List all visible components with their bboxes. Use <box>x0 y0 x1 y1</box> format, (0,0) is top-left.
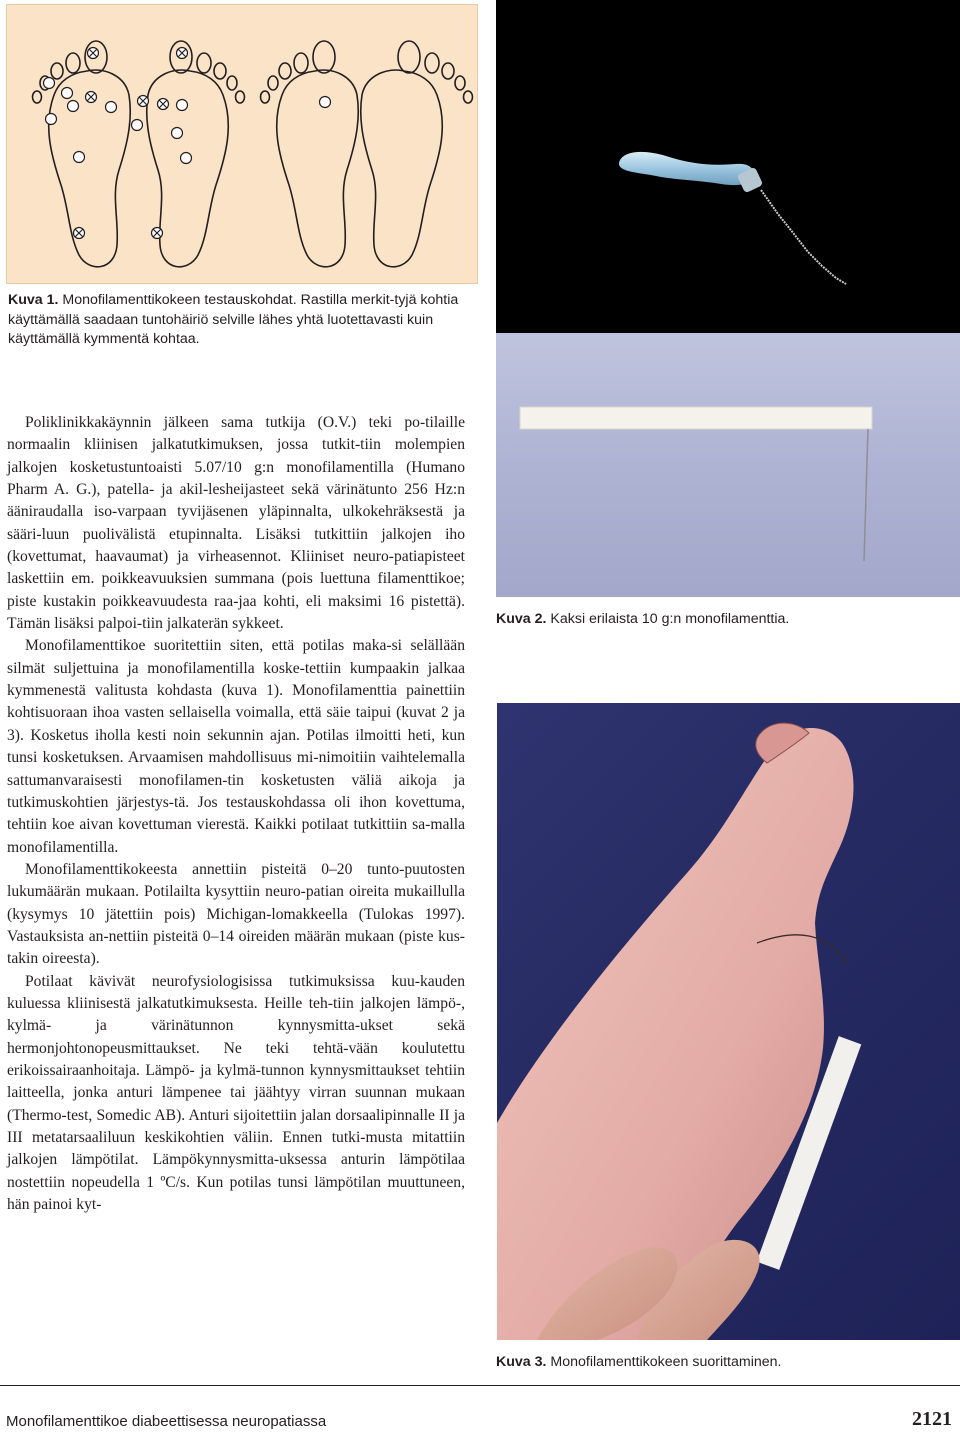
body-paragraph: Monofilamenttikoe suoritettiin siten, että potilas maka-si selällään silmät suljettuina ja monofilamentilla koske-tettiin kumpaakin jalkaa kymmenestä valitusta kohdasta (kuva 1). Monofilamenttia painettiin kohtisuoraan ihoa vasten sellaisella voimalla, että säie taipui (kuvat 2 ja 3). Kosketus iholla kesti noin sekunnin ajan. Potilas ilmoitti heti, kun tunsi kosketuksen. Arvaamisen mahdollisuus mi-nimoitiin vaihtelemalla sattumanvaraisesti monofilamen-tin kosketusten väliä aikoja ja tutkimuskohtien järjestys-tä. Jos testauskohdassa oli ihon kovettuma, tehtiin koe aivan kovettuman vierestä. Kaikki potilaat tutkittiin sa-malla monofilamentilla. <box>7 637 465 856</box>
figure-2-caption <box>496 610 956 630</box>
test-points <box>44 48 331 239</box>
body-paragraph: Monofilamenttikokeesta annettiin pisteitä 0–20 tunto-puutosten lukumäärän mukaan. Potilailta kysyttiin neuro-patian oireita mukaillulla (kysymys 10 jätettiin pois) Michigan-lomakkeella (Tulokas 1997). Vastauksista an-nettiin pisteitä 0–14 oireiden määrän mukaan (piste kus-takin oireesta). <box>7 860 465 968</box>
running-title: Monofilamenttikoe diabeettisessa neuropatiassa <box>6 1413 327 1430</box>
figure-2-caption-label: Kuva 2. <box>496 611 547 627</box>
right-foot-outline-4 <box>361 41 473 267</box>
footer-rule <box>0 1385 960 1386</box>
figure-3-caption <box>496 1353 956 1373</box>
figure-2-photo-monofilament-strip <box>496 333 960 597</box>
figure-1-caption <box>8 291 478 350</box>
figure-1-caption-label: Kuva 1. <box>8 292 59 308</box>
figure-3-caption-label: Kuva 3. <box>496 1354 547 1370</box>
page-number: 2121 <box>912 1408 952 1430</box>
figure-1-foot-diagram <box>6 4 478 284</box>
figure-2-caption-text: Kaksi erilaista 10 g:n monofilamenttia. <box>546 611 790 627</box>
article-body <box>7 412 465 1216</box>
figure-3-photo-foot-test <box>497 703 960 1340</box>
body-paragraph: Potilaat kävivät neurofysiologisissa tutkimuksissa kuu-kauden kuluessa kliinisestä jalkatutkimuksesta. Heille teh-tiin jalkojen lämpö-, kylmä- ja värinätunnon kynnysmitta-ukset sekä hermonjohtonopeusmittaukset. Ne teki tehtä-vään koulutettu erikoissairaanhoitaja. Lämpö- ja kylmä-tunnon kynnysmittaukset tehtiin laitteella, jonka anturi lämpenee tai jäähtyy virran suunnan mukaan (Thermo-test, Somedic AB). Anturi sijoitettiin jalan dorsaalipinnalle II ja III metatarsaaliluun keskikohtien väliin. Ennen tutki-musta mitattiin jalkojen lämpötilat. Lämpökynnysmitta-uksessa anturin lämpötilaa nostettiin nopeudella 1 ºC/s. Kun potilas tunsi lämpötilan muuttuneen, hän painoi kyt- <box>7 972 465 1214</box>
figure-1-caption-text: Monofilamenttikokeen testauskohdat. Rastilla merkit-tyjä kohtia käyttämällä saadaan tuntohäiriö selville lähes yhtä luotettavasti kuin käyttämällä kymmentä kohtaa. <box>8 292 459 348</box>
figure-2-photo-monofilament-black <box>496 0 960 333</box>
figure-3-caption-text: Monofilamenttikokeen suorittaminen. <box>546 1354 782 1370</box>
left-foot-outline-3 <box>261 41 359 267</box>
body-paragraph: Poliklinikkakäynnin jälkeen sama tutkija (O.V.) teki po-tilaille normaalin kliinisen jalkatutkimuksen, jossa tutkit-tiin molempien jalkojen kosketustuntoaisti 5.07/10 g:n monofilamentilla (Humano Pharm A. G.), patella- ja akil-lesheijasteet sekä värinätunto 256 Hz:n ääniraudalla iso-varpaan tyvijäsenen yläpinnalta, ulkokehräksestä ja sääri-luun puolivälistä etupinnalta. Lisäksi tutkittiin jalkojen iho (kovettumat, haavaumat) ja virheasennot. Kliiniset neuro-patiapisteet laskettiin em. poikkeavuuksien summana (pois luettuna filamenttikoe; piste kustakin poikkeavuudesta raa-jaa kohti, eli maksimi 16 pistettä). Tämän lisäksi palpoi-tiin jalkaterän sykkeet. <box>7 414 465 633</box>
